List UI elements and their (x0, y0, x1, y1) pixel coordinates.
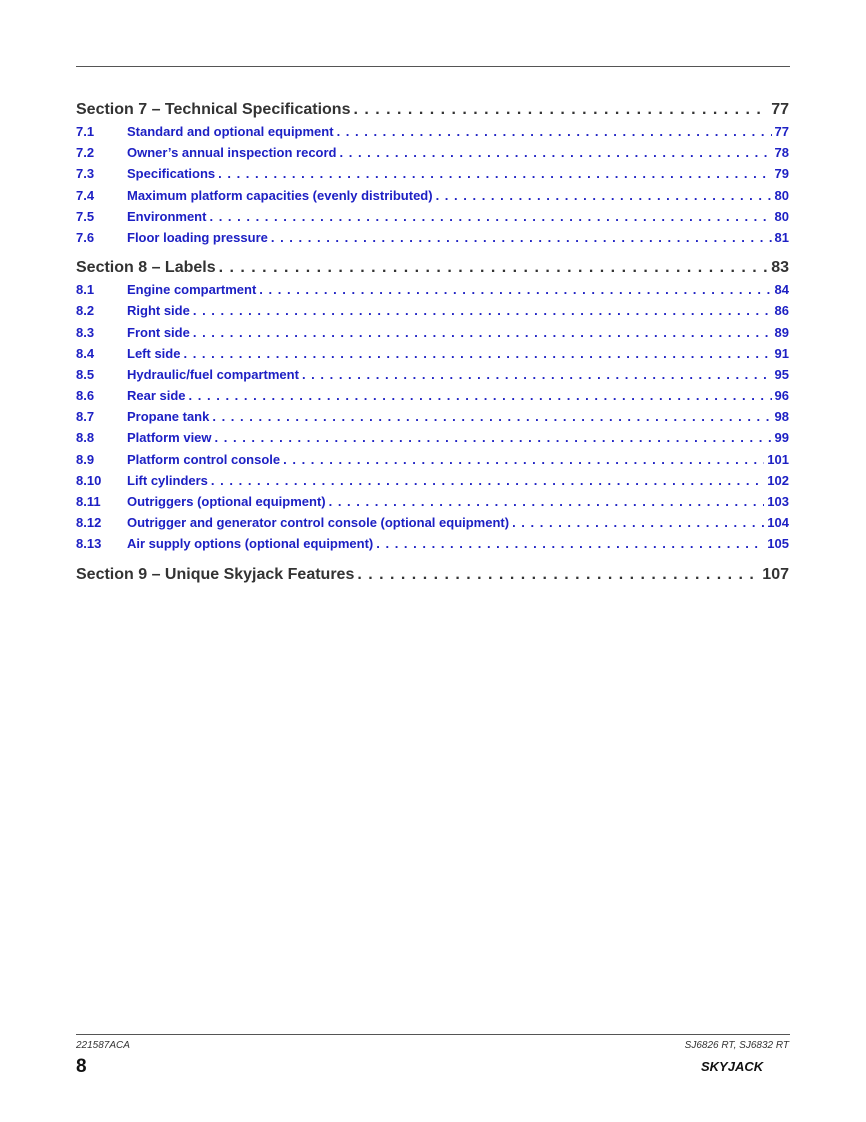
dot-leader (302, 364, 772, 385)
toc-entry[interactable] (76, 427, 789, 448)
entry-page-number: 96 (774, 388, 789, 404)
dot-leader (183, 343, 771, 364)
entry-page-number: 77 (774, 124, 789, 139)
entry-number: 8.10 (76, 472, 102, 488)
toc-entry[interactable] (76, 449, 789, 470)
dot-leader (337, 121, 772, 142)
entry-title[interactable]: Specifications (127, 166, 216, 182)
entry-number: 7.1 (76, 124, 95, 139)
entry-number: 7.6 (76, 229, 95, 245)
entry-number: 8.2 (76, 303, 95, 319)
dot-leader (436, 185, 772, 206)
skyjack-logo (701, 1058, 789, 1074)
entry-title[interactable]: Outrigger and generator control console (optional equipment) (127, 515, 510, 531)
entry-number: 8.6 (76, 388, 95, 404)
entry-title[interactable]: Front side (127, 324, 190, 340)
entry-page-number: 78 (774, 145, 789, 161)
entry-number: 8.11 (76, 494, 101, 509)
entry-title[interactable]: Propane tank (127, 409, 210, 425)
entry-page-number: 79 (774, 166, 789, 182)
toc-entry[interactable] (76, 512, 789, 533)
entry-page-number: 89 (774, 324, 789, 340)
dot-leader (376, 533, 764, 554)
dot-leader (218, 163, 771, 184)
entry-number: 8.4 (76, 345, 95, 361)
toc-entry[interactable] (76, 322, 789, 343)
toc-entry[interactable] (76, 163, 789, 184)
entry-title[interactable]: Owner’s annual inspection record (127, 145, 337, 161)
entry-page-number: 99 (774, 430, 789, 446)
entry-number: 8.12 (76, 515, 102, 531)
entry-title[interactable]: Engine compartment (127, 282, 257, 298)
entry-number: 8.9 (76, 451, 95, 467)
entry-page-number: 81 (774, 229, 789, 245)
model-numbers: SJ6826 RT, SJ6832 RT (684, 1040, 789, 1051)
entry-title[interactable]: Outriggers (optional equipment) (127, 494, 326, 509)
entry-title[interactable]: Floor loading pressure (127, 229, 268, 245)
entry-page-number: 98 (774, 409, 789, 425)
dot-leader (215, 427, 772, 448)
entry-page-number: 105 (767, 536, 789, 552)
dot-leader (259, 279, 771, 300)
entry-number: 7.4 (76, 187, 95, 203)
section-heading[interactable] (76, 98, 789, 122)
dot-leader (340, 142, 772, 163)
svg-text:SKYJACK: SKYJACK (701, 1059, 764, 1074)
toc-entry[interactable] (76, 533, 789, 554)
entry-number: 8.8 (76, 430, 95, 446)
dot-leader (189, 385, 772, 406)
dot-leader (193, 322, 772, 343)
toc-entry[interactable] (76, 227, 789, 248)
entry-title[interactable]: Maximum platform capacities (evenly distributed) (127, 187, 433, 203)
entry-title[interactable]: Platform view (127, 430, 212, 446)
entry-number: 7.5 (76, 208, 95, 224)
entry-title[interactable]: Standard and optional equipment (127, 124, 334, 139)
entry-page-number: 80 (774, 187, 789, 203)
entry-title[interactable]: Lift cylinders (127, 472, 208, 488)
dot-leader (193, 300, 772, 321)
entry-title[interactable]: Rear side (127, 388, 186, 404)
entry-number: 7.2 (76, 145, 95, 161)
footer-rule (76, 1034, 790, 1035)
entry-title[interactable]: Environment (127, 208, 207, 224)
entry-number: 8.3 (76, 324, 95, 340)
entry-page-number: 86 (774, 303, 789, 319)
page-number: 8 (76, 1056, 87, 1077)
entry-title[interactable]: Hydraulic/fuel compartment (127, 366, 299, 382)
toc-entry[interactable] (76, 185, 789, 206)
section-page-number: 107 (762, 565, 789, 583)
toc-entry[interactable] (76, 142, 789, 163)
section-title[interactable]: Section 8 – Labels (76, 259, 216, 277)
entry-page-number: 95 (774, 366, 789, 382)
dot-leader (211, 470, 764, 491)
toc-entry[interactable] (76, 206, 789, 227)
entry-page-number: 84 (774, 282, 789, 298)
section-title[interactable]: Section 9 – Unique Skyjack Features (76, 565, 355, 583)
section-title[interactable]: Section 7 – Technical Specifications (76, 101, 351, 118)
toc-entry[interactable] (76, 121, 789, 142)
toc-entry[interactable] (76, 279, 789, 300)
entry-page-number: 101 (767, 451, 789, 467)
dot-leader (212, 406, 771, 427)
section-page-number: 83 (771, 259, 789, 277)
dot-leader (283, 449, 764, 470)
toc-entry[interactable] (76, 470, 789, 491)
entry-title[interactable]: Left side (127, 345, 181, 361)
toc-entry[interactable] (76, 364, 789, 385)
entry-number: 8.7 (76, 409, 95, 425)
toc-entry[interactable] (76, 491, 789, 512)
section-heading[interactable] (76, 563, 789, 587)
toc-entry[interactable] (76, 385, 789, 406)
dot-leader (353, 98, 768, 122)
entry-page-number: 80 (774, 208, 789, 224)
entry-title[interactable]: Right side (127, 303, 190, 319)
entry-page-number: 103 (767, 494, 789, 509)
entry-title[interactable]: Platform control console (127, 451, 281, 467)
entry-page-number: 91 (774, 345, 789, 361)
entry-number: 7.3 (76, 166, 95, 182)
table-of-contents (76, 96, 789, 587)
dot-leader (512, 512, 764, 533)
toc-entry[interactable] (76, 300, 789, 321)
entry-page-number: 104 (767, 515, 789, 531)
dot-leader (209, 206, 771, 227)
dot-leader (357, 563, 759, 587)
entry-page-number: 102 (767, 472, 789, 488)
document-code: 221587ACA (76, 1040, 130, 1051)
header-rule (76, 66, 790, 67)
dot-leader (329, 491, 765, 512)
entry-title[interactable]: Air supply options (optional equipment) (127, 536, 374, 552)
toc-entry[interactable] (76, 343, 789, 364)
dot-leader (271, 227, 772, 248)
dot-leader (219, 256, 769, 280)
entry-number: 8.1 (76, 282, 95, 298)
entry-number: 8.13 (76, 536, 102, 552)
section-page-number: 77 (771, 101, 789, 118)
entry-number: 8.5 (76, 366, 95, 382)
section-heading[interactable] (76, 256, 789, 280)
toc-entry[interactable] (76, 406, 789, 427)
